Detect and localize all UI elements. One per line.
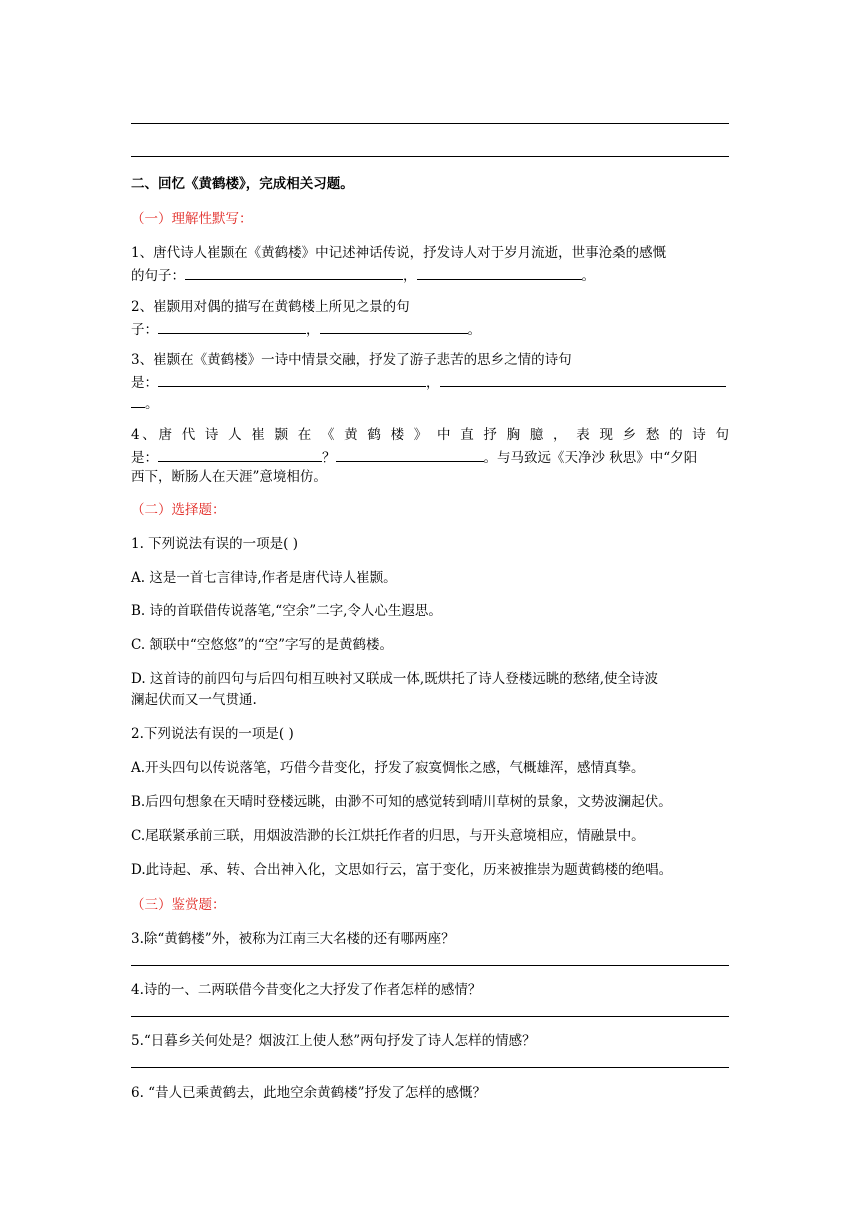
question-3-sep: ， [426,375,440,391]
fill-blank[interactable] [185,264,403,280]
mc2-option-d: D.此诗起、承、转、合出神入化，文思如行云，富于变化，历来被推崇为题黄鹤楼的绝唱。 [131,862,673,878]
question-1-sep: ， [403,268,417,284]
answer-line [131,1016,729,1017]
mc2-option-c: C.尾联紧承前三联，用烟波浩渺的长江烘托作者的归思，与开头意境相应，情融景中。 [131,828,645,844]
question-2-sep: ， [306,322,320,338]
question-2-text: 2、崔颢用对偶的描写在黄鹤楼上所见之景的句 [131,299,410,315]
mc1-option-b: B. 诗的首联借传说落笔,“空余”二字,令人心生遐思。 [131,603,442,619]
fill-blank[interactable] [440,371,726,387]
question-4-text: 4、唐 代 诗 人 崔 颢 在 《 黄 鹤 楼 》 中 直 抒 胸 臆 ， 表 现 乡 愁 的 诗 句 [131,427,729,443]
question-1-answer-row [131,264,729,287]
mc2-option-b: B.后四句想象在天晴时登楼远眺，由渺不可知的感觉转到晴川草树的景象，文势波澜起伏。 [131,794,672,810]
part-label-choice: （二）选择题： [131,502,226,518]
appreciation-q6: 6. “昔人已乘黄鹤去，此地空余黄鹤楼”抒发了怎样的感慨？ [131,1085,486,1101]
question-1-prefix: 的句子： [131,268,185,284]
fill-blank[interactable] [158,371,426,387]
answer-line [131,156,729,157]
part-label-appreciation: （三）鉴赏题： [131,897,226,913]
appreciation-q4: 4.诗的一、二两联借今昔变化之大抒发了作者怎样的感情？ [131,982,482,998]
question-1-text: 1、唐代诗人崔颢在《黄鹤楼》中记述神话传说，抒发诗人对于岁月流逝，世事沧桑的感慨 [131,245,667,261]
mc1-option-d: D. 这首诗的前四句与后四句相互映衬又联成一体,既烘托了诗人登楼远眺的愁绪,使全诗波 [131,671,659,687]
question-3-prefix: 是： [131,375,158,391]
question-3-answer-row [131,371,729,394]
question-4-answer-row [131,446,729,469]
fill-blank[interactable] [336,446,484,462]
question-4-sep: ？ [322,450,336,466]
question-3-end: 。 [145,396,159,412]
section-heading: 二、回忆《黄鹤楼》，完成相关习题。 [131,176,354,192]
question-2-end: 。 [467,322,481,338]
question-2-answer-row [131,318,729,341]
mc1-option-a: A. 这是一首七言律诗,作者是唐代诗人崔颢。 [131,570,397,586]
answer-line [131,1067,729,1068]
question-3-answer-tail [131,392,729,415]
question-1-end: 。 [581,268,595,284]
question-2-prefix: 子： [131,322,158,338]
fill-blank[interactable] [131,392,145,408]
mc2-stem: 2.下列说法有误的一项是( ) [131,726,294,742]
answer-line [131,123,729,124]
fill-blank[interactable] [158,318,306,334]
fill-blank[interactable] [320,318,468,334]
mc1-option-d-cont: 澜起伏而又一气贯通. [131,692,257,708]
question-4-prefix: 是： [131,450,158,466]
question-3-text: 3、崔颢在《黄鹤楼》一诗中情景交融，抒发了游子悲苦的思乡之情的诗句 [131,352,572,368]
mc1-stem: 1. 下列说法有误的一项是( ) [131,536,298,552]
appreciation-q3: 3.除“黄鹤楼”外，被称为江南三大名楼的还有哪两座？ [131,931,455,947]
answer-line [131,965,729,966]
fill-blank[interactable] [417,264,582,280]
part-label-recitation: （一）理解性默写： [131,211,253,227]
question-4-suffix: 。与马致远《天净沙 秋思》中“夕阳 [483,450,698,466]
fill-blank[interactable] [158,446,322,462]
mc1-option-c: C. 颔联中“空悠悠”的“空”字写的是黄鹤楼。 [131,637,394,653]
appreciation-q5: 5.“日暮乡关何处是？烟波江上使人愁”两句抒发了诗人怎样的情感？ [131,1033,536,1049]
question-4-line3: 西下，断肠人在天涯”意境相仿。 [131,469,327,485]
mc2-option-a: A.开头四句以传说落笔，巧借今昔变化，抒发了寂寞惆怅之感，气概雄浑，感情真挚。 [131,760,645,776]
